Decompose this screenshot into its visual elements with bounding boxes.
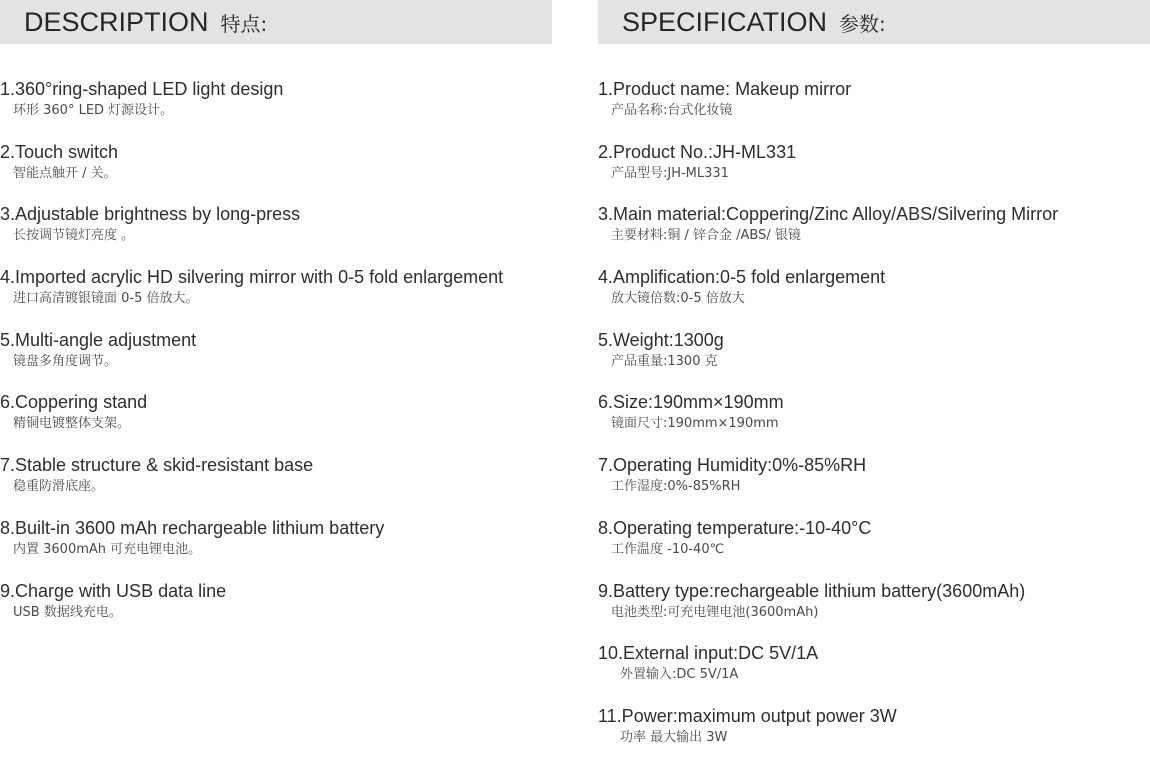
list-item <box>598 641 1150 704</box>
item-text-zh: 长按调节镜灯亮度 。 <box>13 228 135 244</box>
specification-title: SPECIFICATION <box>622 6 828 37</box>
item-text-en: 6.Size:190mm×190mm <box>598 392 784 413</box>
item-text-en: 2.Touch switch <box>0 141 119 162</box>
item-text-en: 7.Stable structure & skid-resistant base <box>0 455 314 476</box>
item-text-zh: 产品型号:JH-ML331 <box>611 165 729 181</box>
item-text-zh: 稳重防滑底座。 <box>13 479 105 495</box>
list-item <box>0 265 560 328</box>
item-text-zh: 产品名称:台式化妆镜 <box>611 103 733 118</box>
item-text-zh: USB 数据线充电。 <box>13 604 122 620</box>
item-text-en: 8.Operating temperature:-10-40°C <box>598 517 872 538</box>
item-text-zh: 智能点触开 / 关。 <box>13 165 117 181</box>
item-text-en: 11.Power:maximum output power 3W <box>598 705 897 726</box>
item-text-zh: 工作湿度:0%-85%RH <box>611 479 741 495</box>
list-item <box>598 77 1150 140</box>
item-text-en: 1.Product name: Makeup mirror <box>598 79 852 99</box>
item-text-en: 8.Built-in 3600 mAh rechargeable lithium battery <box>0 517 385 538</box>
specification-title-zh: 参数: <box>839 11 886 36</box>
list-item <box>598 453 1150 516</box>
list-item <box>598 390 1150 453</box>
item-text-en: 4.Imported acrylic HD silvering mirror with 0-5 fold enlargement <box>0 267 504 288</box>
description-list <box>0 77 560 641</box>
list-item <box>0 77 560 140</box>
list-item <box>0 453 560 516</box>
item-text-en: 5.Weight:1300g <box>598 329 724 350</box>
list-item <box>0 579 560 642</box>
item-text-en: 9.Battery type:rechargeable lithium battery(3600mAh) <box>598 580 1026 601</box>
list-item <box>0 140 560 203</box>
list-item <box>598 516 1150 579</box>
list-item <box>598 704 1150 760</box>
description-title-zh: 特点: <box>220 11 268 36</box>
item-text-zh: 放大镜倍数:0-5 倍放大 <box>611 291 745 307</box>
description-title: DESCRIPTION <box>24 6 209 37</box>
item-text-en: 3.Main material:Coppering/Zinc Alloy/ABS/Silvering Mirror <box>598 204 1059 225</box>
item-text-en: 9.Charge with USB data line <box>0 580 227 601</box>
item-text-en: 7.Operating Humidity:0%-85%RH <box>598 455 867 476</box>
specification-header <box>598 0 1150 44</box>
item-text-en: 5.Multi-angle adjustment <box>0 329 197 350</box>
item-text-zh: 环形 360° LED 灯源设计。 <box>13 103 174 118</box>
list-item <box>0 516 560 579</box>
item-text-zh: 电池类型:可充电锂电池(3600mAh) <box>611 604 819 620</box>
item-text-zh: 镜盘多角度调节。 <box>13 353 118 369</box>
list-item <box>0 328 560 391</box>
item-text-en: 4.Amplification:0-5 fold enlargement <box>598 267 886 288</box>
item-text-zh: 产品重量:1300 克 <box>611 353 718 369</box>
item-text-en: 10.External input:DC 5V/1A <box>598 643 819 664</box>
list-item <box>0 202 560 265</box>
item-text-en: 1.360°ring-shaped LED light design <box>0 79 284 99</box>
list-item <box>598 265 1150 328</box>
item-text-zh: 功率 最大输出 3W <box>620 729 728 745</box>
item-text-en: 3.Adjustable brightness by long-press <box>0 204 301 225</box>
item-text-zh: 工作温度 -10-40℃ <box>611 541 725 557</box>
description-header <box>0 0 552 44</box>
item-text-zh: 主要材料:铜 / 锌合金 /ABS/ 银镜 <box>611 228 801 244</box>
item-text-zh: 精铜电镀整体支架。 <box>13 416 131 432</box>
item-text-zh: 外置输入:DC 5V/1A <box>620 667 739 683</box>
item-text-zh: 镜面尺寸:190mm×190mm <box>611 416 779 432</box>
specification-list <box>598 77 1150 760</box>
list-item <box>598 202 1150 265</box>
item-text-en: 6.Coppering stand <box>0 392 148 413</box>
item-text-zh: 内置 3600mAh 可充电锂电池。 <box>13 541 202 557</box>
item-text-en: 2.Product No.:JH-ML331 <box>598 141 797 162</box>
list-item <box>598 579 1150 642</box>
list-item <box>598 140 1150 203</box>
list-item <box>0 390 560 453</box>
list-item <box>598 328 1150 391</box>
item-text-zh: 进口高清镀银镜面 0-5 倍放大。 <box>13 291 199 307</box>
